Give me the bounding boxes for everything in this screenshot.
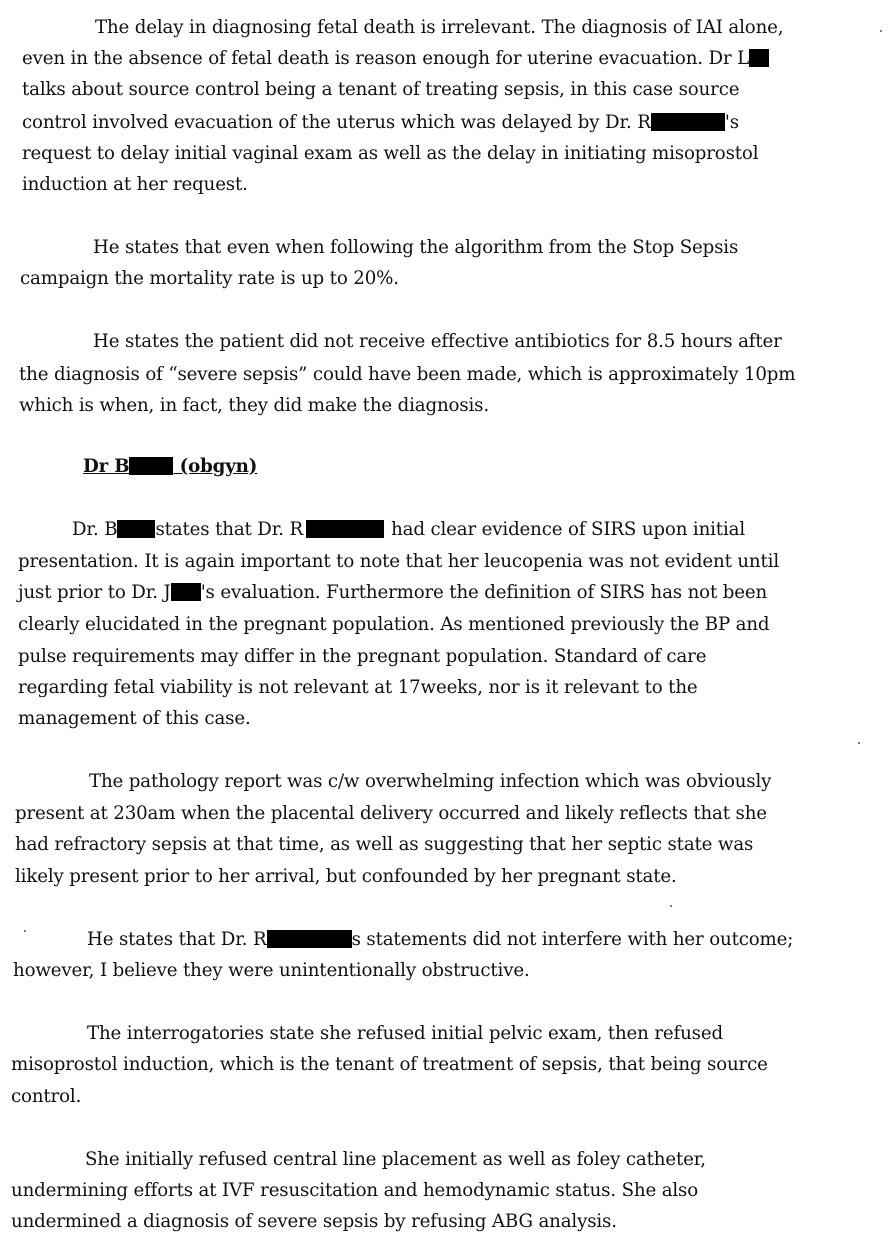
text-line bbox=[22, 112, 739, 134]
scan-speck bbox=[670, 905, 672, 907]
redaction-bar bbox=[171, 583, 201, 601]
redaction-bar bbox=[749, 49, 769, 67]
text-line: He states that even when following the algorithm from the Stop Sepsis bbox=[93, 237, 739, 258]
text-line: He states the patient did not receive effective antibiotics for 8.5 hours after bbox=[93, 331, 782, 352]
text-line: the diagnosis of “severe sepsis” could have been made, which is approximately 10pm bbox=[19, 364, 796, 385]
text-fragment: 's evaluation. Furthermore the definition of SIRS has not been bbox=[200, 582, 768, 603]
text-fragment: He states that Dr. R bbox=[87, 929, 267, 950]
redaction-bar bbox=[651, 113, 725, 131]
heading-prefix: Dr B bbox=[83, 456, 130, 477]
redaction-bar bbox=[306, 520, 384, 538]
section-heading bbox=[83, 456, 257, 478]
redaction-bar bbox=[117, 520, 155, 538]
text-line: campaign the mortality rate is up to 20%. bbox=[20, 268, 399, 289]
text-line: had refractory sepsis at that time, as well as suggesting that her septic state was bbox=[15, 834, 754, 855]
text-line: regarding fetal viability is not relevant at 17weeks, nor is it relevant to the bbox=[18, 677, 698, 698]
text-line: which is when, in fact, they did make the diagnosis. bbox=[19, 395, 489, 416]
text-line: undermining efforts at IVF resuscitation and hemodynamic status. She also bbox=[11, 1180, 699, 1201]
redaction-bar bbox=[129, 457, 173, 475]
scan-speck bbox=[858, 742, 860, 744]
text-fragment: even in the absence of fetal death is reason enough for uterine evacuation. Dr L bbox=[22, 48, 750, 69]
text-line: induction at her request. bbox=[22, 174, 248, 195]
text-fragment: s statements did not interfere with her outcome; bbox=[351, 929, 794, 950]
text-line: request to delay initial vaginal exam as well as the delay in initiating misoprostol bbox=[22, 143, 759, 164]
text-line: The delay in diagnosing fetal death is irrelevant. The diagnosis of IAI alone, bbox=[95, 17, 784, 38]
text-line: She initially refused central line placement as well as foley catheter, bbox=[85, 1149, 706, 1170]
text-fragment: had clear evidence of SIRS upon initial bbox=[391, 519, 745, 540]
text-fragment: 's bbox=[724, 112, 739, 133]
text-line: presentation. It is again important to note that her leucopenia was not evident until bbox=[18, 551, 779, 572]
text-line bbox=[18, 582, 767, 604]
text-line: misoprostol induction, which is the tenant of treatment of sepsis, that being source bbox=[11, 1054, 768, 1075]
text-line: The pathology report was c/w overwhelming infection which was obviously bbox=[89, 771, 772, 792]
text-fragment: just prior to Dr. J bbox=[18, 582, 171, 603]
text-line: pulse requirements may differ in the pregnant population. Standard of care bbox=[18, 646, 707, 667]
text-fragment: control involved evacuation of the uterus which was delayed by Dr. R bbox=[22, 112, 651, 133]
text-line: clearly elucidated in the pregnant population. As mentioned previously the BP and bbox=[18, 614, 770, 635]
scan-speck bbox=[880, 30, 882, 32]
text-line: talks about source control being a tenant of treating sepsis, in this case source bbox=[22, 79, 740, 100]
text-line: management of this case. bbox=[18, 708, 251, 729]
text-line: control. bbox=[11, 1086, 82, 1107]
text-fragment: Dr. B bbox=[72, 519, 118, 540]
heading-suffix: (obgyn) bbox=[173, 456, 258, 477]
text-line: likely present prior to her arrival, but confounded by her pregnant state. bbox=[15, 866, 677, 887]
text-line bbox=[22, 48, 769, 70]
text-line: undermined a diagnosis of severe sepsis by refusing ABG analysis. bbox=[11, 1211, 617, 1232]
scan-speck bbox=[24, 930, 26, 932]
text-line bbox=[72, 519, 745, 541]
text-line: The interrogatories state she refused initial pelvic exam, then refused bbox=[87, 1023, 723, 1044]
redaction-bar bbox=[267, 930, 352, 948]
text-line: however, I believe they were unintentionally obstructive. bbox=[13, 960, 530, 981]
text-fragment: states that Dr. R bbox=[155, 519, 304, 540]
text-line: present at 230am when the placental delivery occurred and likely reflects that she bbox=[15, 803, 767, 824]
text-line bbox=[87, 929, 793, 951]
